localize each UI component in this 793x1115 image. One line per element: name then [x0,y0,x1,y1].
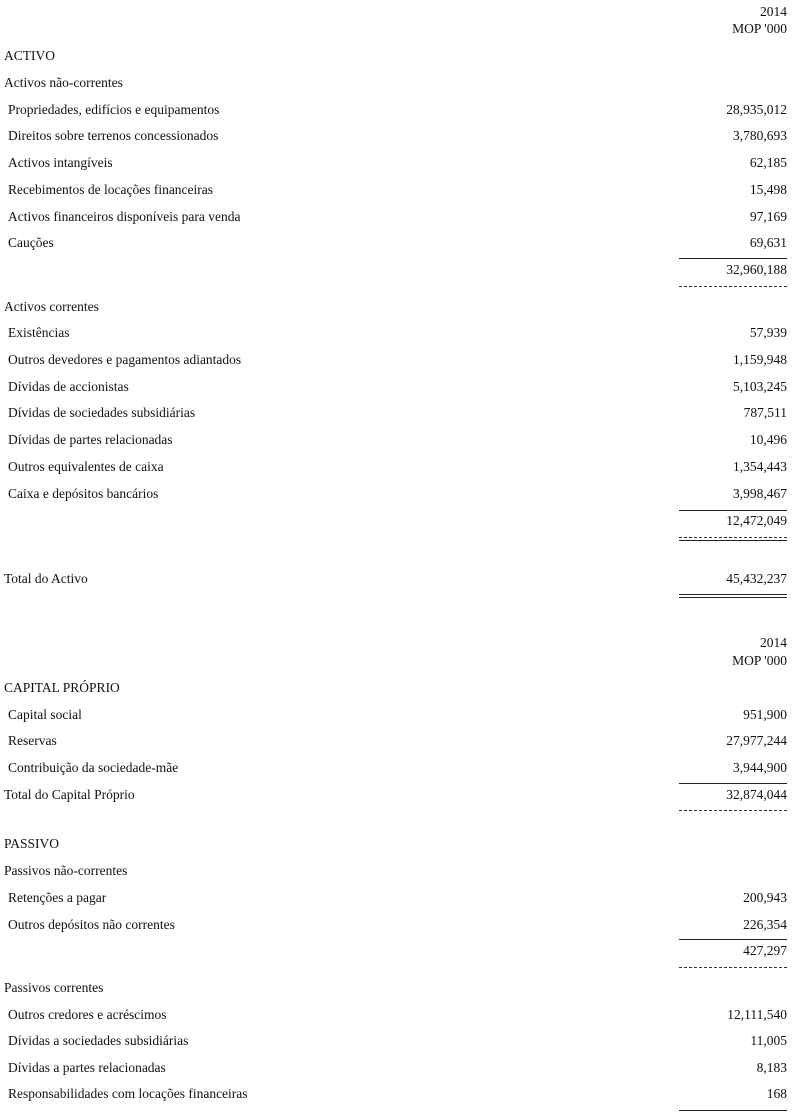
line-item-value: 62,185 [749,155,787,170]
line-item-label: Existências [8,325,70,340]
line-item-value: 28,935,012 [726,102,787,117]
line-item-value: 12,111,540 [727,1007,787,1022]
total-value: 45,432,237 [726,571,787,586]
line-item-label: Responsabilidades com locações financeiras [8,1086,248,1101]
total-label: Total do Capital Próprio [4,787,135,802]
subtotal-value: 427,297 [743,943,787,958]
subtotal-rule [679,783,787,784]
line-item-label: Dívidas de sociedades subsidiárias [8,405,196,420]
line-item-value: 168 [766,1086,787,1101]
subtotal-dashed-rule [679,810,787,811]
subsection-title: Passivos correntes [4,980,104,995]
subtotal-dashed-rule [679,967,787,968]
line-item-label: Direitos sobre terrenos concessionados [8,128,219,143]
line-item-label: Outros credores e acréscimos [8,1007,167,1022]
line-item-value: 787,511 [743,405,787,420]
section-title: PASSIVO [4,836,60,851]
subtotal-dashed-rule [679,286,787,287]
subtotal-value: 32,960,188 [726,262,787,277]
unit-header: MOP '000 [732,21,787,36]
line-item-label: Capital social [8,707,82,722]
line-item-label: Dívidas a partes relacionadas [8,1060,166,1075]
line-item-value: 57,939 [749,325,787,340]
subtotal-rule [679,258,787,259]
section-title: CAPITAL PRÓPRIO [4,680,120,695]
subtotal-rule [679,939,787,940]
line-item-value: 69,631 [749,235,787,250]
line-item-value: 15,498 [749,182,787,197]
subtotal-value: 12,472,049 [726,513,787,528]
line-item-value: 3,944,900 [733,760,787,775]
line-item-label: Dívidas de accionistas [8,379,129,394]
subsection-title: Activos não-correntes [4,75,123,90]
line-item-value: 10,496 [749,432,787,447]
unit-header: MOP '000 [732,653,787,668]
line-item-value: 5,103,245 [733,379,787,394]
year-header: 2014 [760,4,787,19]
line-item-label: Dívidas de partes relacionadas [8,432,173,447]
line-item-value: 8,183 [756,1060,787,1075]
line-item-value: 3,780,693 [733,128,787,143]
double-rule [679,597,787,598]
line-item-label: Dívidas a sociedades subsidiárias [8,1033,189,1048]
line-item-value: 11,005 [750,1033,787,1048]
line-item-label: Outros devedores e pagamentos adiantados [8,352,242,367]
line-item-value: 226,354 [743,917,787,932]
year-header: 2014 [760,635,787,650]
subtotal-rule [679,510,787,511]
line-item-value: 97,169 [749,209,787,224]
line-item-value: 27,977,244 [726,733,787,748]
line-item-label: Activos intangíveis [8,155,113,170]
line-item-value: 951,900 [743,707,787,722]
double-rule [679,594,787,595]
line-item-label: Propriedades, edifícios e equipamentos [8,102,220,117]
total-value: 32,874,044 [726,787,787,802]
subsection-title: Passivos não-correntes [4,863,128,878]
section-title: ACTIVO [4,48,55,63]
line-item-label: Cauções [8,235,54,250]
line-item-label: Recebimentos de locações financeiras [8,182,214,197]
line-item-value: 3,998,467 [733,486,787,501]
line-item-label: Outros equivalentes de caixa [8,459,164,474]
subtotal-dashed-rule [679,537,787,538]
line-item-label: Contribuição da sociedade-mãe [8,760,179,775]
line-item-label: Retenções a pagar [8,890,107,905]
line-item-value: 1,354,443 [733,459,787,474]
line-item-label: Outros depósitos não correntes [8,917,175,932]
line-item-value: 200,943 [743,890,787,905]
subtotal-rule [679,540,787,541]
line-item-label: Activos financeiros disponíveis para venda [8,209,241,224]
total-label: Total do Activo [4,571,88,586]
line-item-value: 1,159,948 [733,352,787,367]
subtotal-rule [679,1110,787,1111]
line-item-label: Caixa e depósitos bancários [8,486,159,501]
line-item-label: Reservas [8,733,57,748]
subsection-title: Activos correntes [4,299,99,314]
